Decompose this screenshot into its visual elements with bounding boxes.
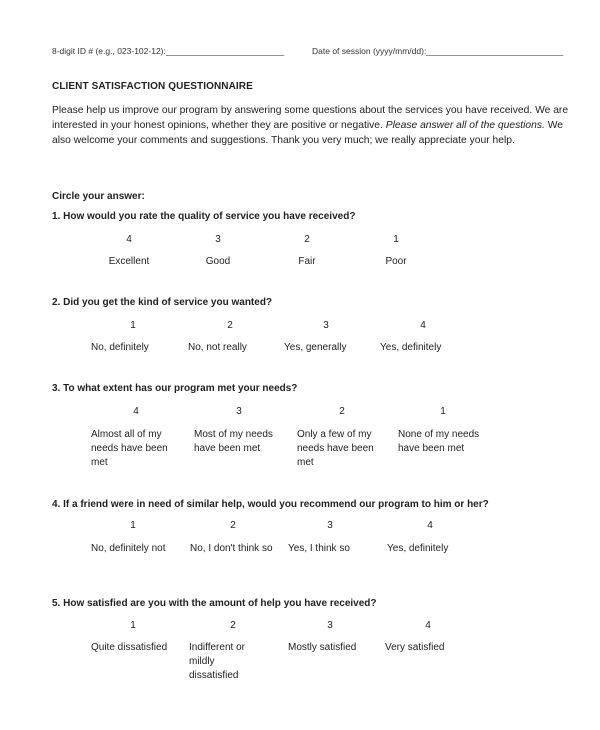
q2-option-num[interactable]: 2: [227, 320, 233, 331]
q2-option-label[interactable]: Yes, generally: [284, 342, 347, 353]
intro-italic-text: Please answer all of the questions.: [385, 120, 545, 131]
q3-option-label[interactable]: None of my needs have been met: [398, 429, 480, 454]
q2-option-num[interactable]: 3: [323, 320, 329, 331]
q5-option-num[interactable]: 2: [230, 620, 236, 631]
question-3: 3. To what extent has our program met your needs?: [52, 383, 298, 394]
q5-option-label[interactable]: Mostly satisfied: [288, 642, 357, 653]
q5-option-label[interactable]: Indifferent or mildly dissatisfied: [189, 642, 245, 681]
q1-option-num[interactable]: 3: [215, 234, 221, 245]
q4-option-label[interactable]: Yes, I think so: [288, 543, 350, 554]
q4-option-label[interactable]: Yes, definitely: [387, 543, 449, 554]
q4-option-num[interactable]: 3: [327, 520, 333, 531]
q1-option-num[interactable]: 4: [126, 234, 132, 245]
q5-option-label[interactable]: Quite dissatisfied: [91, 642, 168, 653]
q3-option-num[interactable]: 4: [133, 406, 139, 417]
q1-option-label[interactable]: Fair: [298, 256, 316, 267]
q2-option-label[interactable]: No, not really: [188, 342, 247, 353]
q2-option-num[interactable]: 4: [420, 320, 426, 331]
intro-paragraph: [52, 103, 572, 148]
q3-option-label[interactable]: Most of my needs have been met: [194, 429, 273, 454]
question-1: 1. How would you rate the quality of service you have received?: [52, 211, 356, 222]
q2-option-label[interactable]: No, definitely: [91, 342, 149, 353]
intro-text: Please help us improve our program by answering some questions about the services you have received. We are interested in your honest opinions, whether they are positive or negative.: [52, 105, 569, 131]
q3-option-label[interactable]: Almost all of my needs have been met: [91, 429, 168, 468]
q3-option-num[interactable]: 3: [236, 406, 242, 417]
page-title: CLIENT SATISFACTION QUESTIONNAIRE: [52, 81, 253, 92]
q5-option-num[interactable]: 3: [327, 620, 333, 631]
q5-option-num[interactable]: 1: [130, 620, 136, 631]
q2-option-num[interactable]: 1: [130, 320, 136, 331]
q5-option-num[interactable]: 4: [425, 620, 431, 631]
q1-option-label[interactable]: Excellent: [108, 256, 150, 267]
q4-option-label[interactable]: No, I don't think so: [190, 543, 273, 554]
q3-option-num[interactable]: 1: [440, 406, 446, 417]
question-2: 2. Did you get the kind of service you wanted?: [52, 297, 273, 308]
q1-option-num[interactable]: 1: [393, 234, 399, 245]
date-field[interactable]: Date of session (yyyy/mm/dd):_____________________________: [312, 46, 564, 56]
q3-option-label[interactable]: Only a few of my needs have been met: [297, 429, 374, 468]
q4-option-label[interactable]: No, definitely not: [91, 543, 166, 554]
question-4: 4. If a friend were in need of similar help, would you recommend our program to him or her?: [52, 499, 489, 510]
id-field[interactable]: 8-digit ID # (e.g., 023-102-12):_________________________: [52, 46, 285, 56]
q3-option-num[interactable]: 2: [339, 406, 345, 417]
question-5: 5. How satisfied are you with the amount of help you have received?: [52, 598, 377, 609]
q1-option-label[interactable]: Good: [205, 256, 231, 267]
q5-option-label[interactable]: Very satisfied: [385, 642, 445, 653]
q1-option-num[interactable]: 2: [304, 234, 310, 245]
q1-option-label[interactable]: Poor: [385, 256, 407, 267]
q4-option-num[interactable]: 2: [230, 520, 236, 531]
intro-text-2: We also welcome your comments and suggestions. Thank you very much; we really appreciate your help.: [52, 120, 563, 146]
q2-option-label[interactable]: Yes, definitely: [380, 342, 442, 353]
circle-answer-label: Circle your answer:: [52, 191, 145, 202]
q4-option-num[interactable]: 4: [427, 520, 433, 531]
q4-option-num[interactable]: 1: [130, 520, 136, 531]
